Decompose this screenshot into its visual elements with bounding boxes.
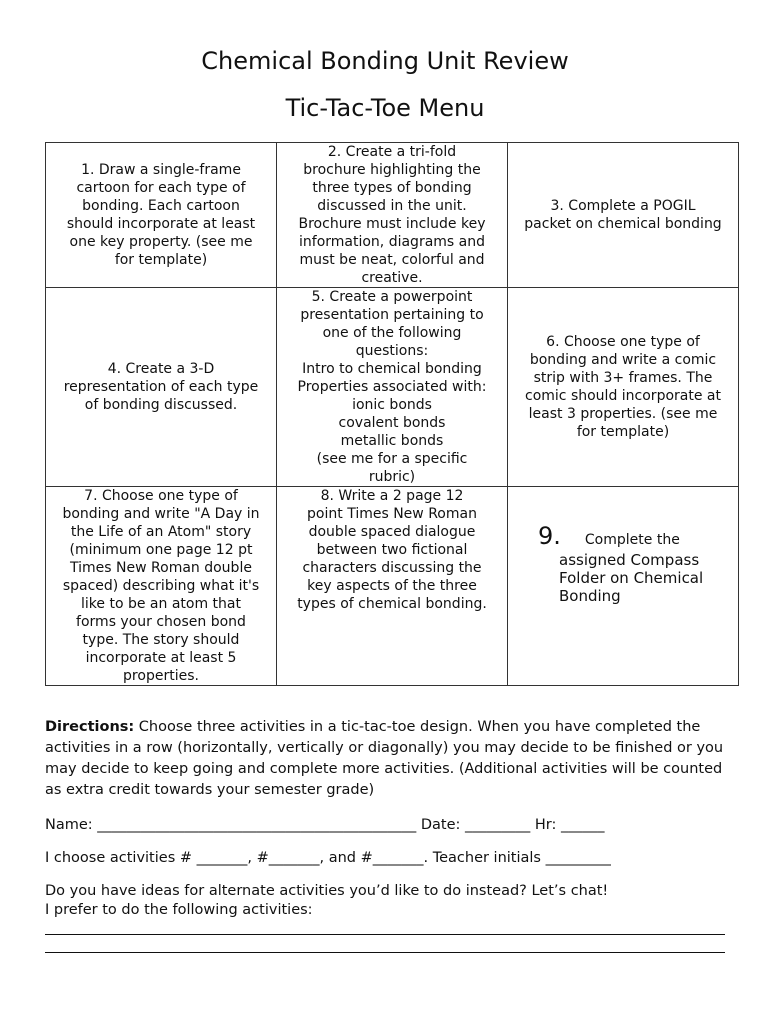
activity-text: Complete the bbox=[584, 532, 680, 548]
activity-text: 7. Choose one type of bonding and write "A Day in the Life of an Atom" story (minimum one page 12 pt Times New Roman double spaced) describing what it's like to be an atom that forms your chosen bond type. The story should incorporate at least 5 properties. bbox=[62, 488, 260, 684]
page-title: Chemical Bonding Unit Review bbox=[201, 47, 569, 75]
directions-text: Choose three activities in a tic-tac-toe design. When you have completed the activities in a row (horizontally, vertically or diagonally) you may decide to be finished or you may decide to keep going and complete more activities. (Additional activities will be counted as extra credit towards your semester grade) bbox=[45, 719, 724, 798]
activity-cell-9 bbox=[508, 487, 739, 686]
activity-number: 9. bbox=[538, 522, 561, 550]
activity-cell-8 bbox=[277, 487, 508, 686]
chosen-activities-line: I choose activities # _______, #_______, and #_______. Teacher initials _________ bbox=[45, 850, 611, 866]
activity-text: 5. Create a powerpoint presentation pertaining to one of the following questions: Intro to chemical bonding Properties associated with: ionic bonds covalent bonds metallic bonds (see me for a specific rubric) bbox=[297, 289, 487, 485]
activity-cell-6 bbox=[508, 288, 739, 487]
activity-text: 2. Create a tri-fold brochure highlighting the three types of bonding discussed in the unit. Brochure must include key information, diagrams and must be neat, colorful and creative. bbox=[298, 144, 486, 286]
preferred-activities-prompt: I prefer to do the following activities: bbox=[45, 902, 313, 918]
activity-cell-3 bbox=[508, 143, 739, 288]
activity-text: 4. Create a 3-D representation of each type of bonding discussed. bbox=[63, 361, 259, 413]
grid-row bbox=[46, 143, 739, 288]
activity-text: assigned Compass Folder on Chemical Bonding bbox=[559, 551, 704, 605]
activity-text: 3. Complete a POGIL packet on chemical bonding bbox=[524, 198, 722, 232]
activity-cell-7 bbox=[46, 487, 277, 686]
activity-cell-1 bbox=[46, 143, 277, 288]
page-subtitle: Tic-Tac-Toe Menu bbox=[285, 94, 485, 122]
activity-text: 6. Choose one type of bonding and write a comic strip with 3+ frames. The comic should incorporate at least 3 properties. (see me for template) bbox=[525, 334, 721, 440]
directions-paragraph bbox=[45, 717, 725, 801]
answer-line bbox=[45, 934, 725, 935]
name-date-hour-line: Name: ____________________________________________ Date: _________ Hr: ______ bbox=[45, 817, 605, 833]
grid-row bbox=[46, 487, 739, 686]
activity-text: 8. Write a 2 page 12 point Times New Roman double spaced dialogue between two fictional characters discussing the key aspects of the three types of chemical bonding. bbox=[297, 488, 487, 612]
activity-cell-4 bbox=[46, 288, 277, 487]
answer-line bbox=[45, 952, 725, 953]
directions-label: Directions: bbox=[45, 719, 135, 735]
activity-cell-5 bbox=[277, 288, 508, 487]
grid-row bbox=[46, 288, 739, 487]
alternate-ideas-prompt: Do you have ideas for alternate activities you’d like to do instead? Let’s chat! bbox=[45, 883, 609, 899]
tic-tac-toe-grid bbox=[45, 142, 739, 686]
activity-text: 1. Draw a single-frame cartoon for each type of bonding. Each cartoon should incorporate at least one key property. (see me for template) bbox=[66, 162, 256, 268]
activity-cell-2 bbox=[277, 143, 508, 288]
